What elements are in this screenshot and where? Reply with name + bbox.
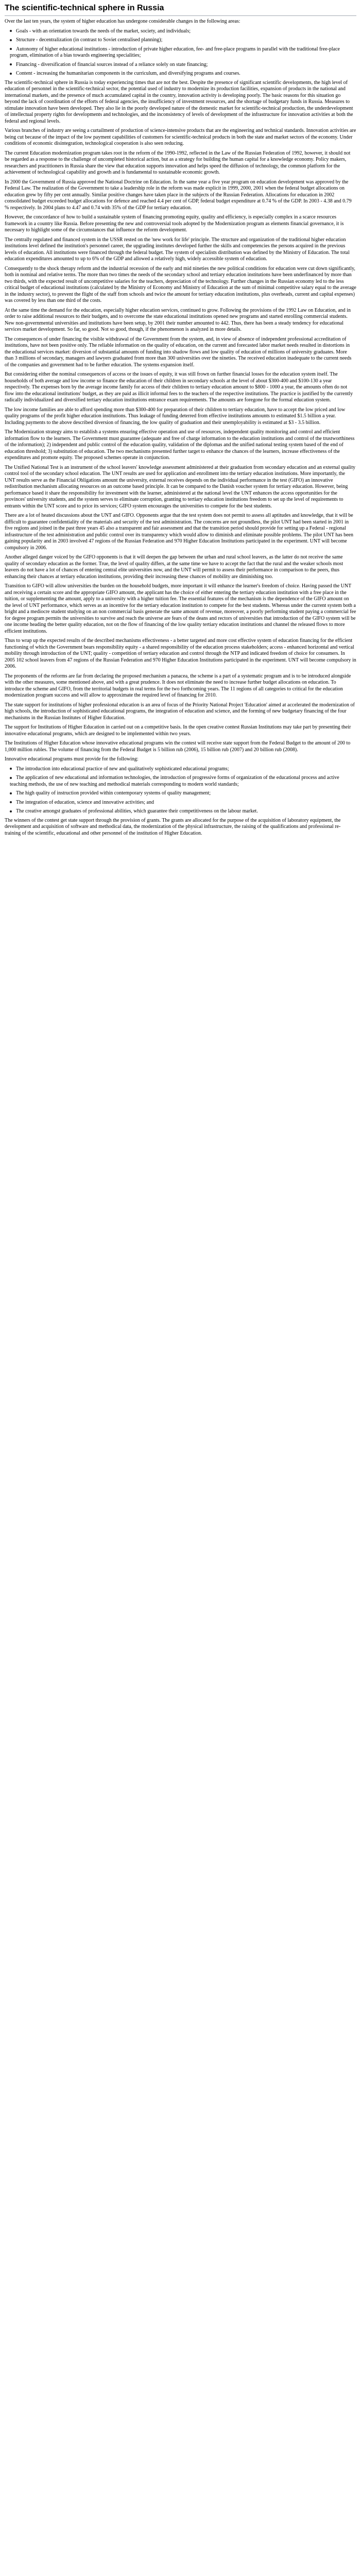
program-requirements-list [5,766,356,815]
body-paragraph: Thus to wrap up the expected results of the described mechanisms effectiveness - a better targeted and more cost effective system of education financing for the efficient functioning of which the Government bears responsibility equity - a shared responsibility of the education process stakeholders; access - enhanced horizontal and vertical mobility through introduction of the UNT; quality - competition of tertiary education and control through the NTP and indicated freedom of choice for consumers. In 2005 102 school leavers from 47 regions of the Russian Federation and 970 Higher Education Institutions participated in the experiment. UNT will become compulsory in 2006. [5,638,356,669]
article-body [5,80,356,763]
title-divider [5,15,356,16]
list-item: The application of new educational and information technologies, the introduction of progressive forms of organization of the educational process and active teaching methods, the use of new teaching and methodical materials corresponding to modern world standards; [10,775,356,788]
body-paragraph: The low income families are able to afford spending more than $300-400 for preparation of their children to tertiary education, have to accept the low priced and low quality programs of the profit higher education institutions. Thus leakage of funding deterred from effective institutions amounts to estimated $1.5 billion a year. Including payments to the above described diversion of financing, the low quality of graduation and their unemployability is estimated at $3 - 3.5 billion. [5,406,346,426]
body-paragraph: Transition to GIFO will allow universities the burden on the household budgets, more important it will enhance the learner's freedom of choice. Having passed the UNT and receiving a certain score and the appropriate GIFO amount, the applicant has the choice of either entering the tertiary education institution with a free place in the tuition, or supplementing the amount, apply to a university with a higher tuition fee. The essential features of the mechanism is the dependence of the GIFO amount on the level of UNT performance, which serves as an incentive for the tertiary education institution to compete for the best students. Whereas under the current system both a bright and a mediocre student studying on an non commercial basis generate the same amount of revenue, moreover, a poorly performing student paying a commercial fee for degree program permits the universities to survive and reach the universe are fears of the deans and rectors of universities that introduction of the GIFO system will be one income heading the better quality education, not on the flow of financing of the low quality tertiary education institutions and channel the released flows to more efficient institutions. [5,583,356,634]
list-item: Financing - diversification of financial sources instead of a reliance solely on state financing; [10,62,356,69]
page-title: The scientific-technical sphere in Russia [5,4,164,12]
body-paragraph: Innovative educational programs must provide for the following: [5,756,139,762]
list-item: Structure - decentralization (in contrast to Soviet centralised planning); [10,37,356,44]
body-paragraph: But considering either the nominal consequences of access or the issues of equity, it was still frown on further financial losses for the education system itself. The households of both average and low income so finance the education of their children in secondary schools at the level of about $300-400 and $100-130 a year respectively. The expenses born by the average income family for access of their children to tertiary education amount to $800 - 1000 a year, the amounts often do not flow into the educational institutions' budget, as they are paid as illicit informal fees to the teachers of the respective institutions. The practice is justified by the currently radically individualized and diversified tertiary education institutions entrance exam requirements. The amounts are foregone for the formal education system. [5,371,353,403]
body-paragraph: The support for Institutions of Higher Education in carried out on a competitive basis. In the open creative contest Russian Institutions may take part by presenting their innovative educational programs, which are designed to be implemented within two years. [5,724,351,737]
body-paragraph: However, the concordance of how to build a sustainable system of financing promoting equity, quality and efficiency, is especially complex in a scarce resources framework in a country like Russia. Before presenting the new and controversial tools adopted by the Modernization program as elements financial governance, it is necessary to highlight some of the circumstances that influence the reform development. [5,214,344,233]
body-paragraph: The scientific-technical sphere in Russia is today experiencing times that are not the best. Despite the presence of significant scientific developments, the high level of education of personnel in the scientific-technical sector, the potential used of industry to modernize its production facilities, expansion of products in the national and international markets, and the presence of much accumulated capital in the country, innovation activity is developing poorly. The basic reasons for this situation go beyond the lack of coordination of the efforts of federal agencies, the insufficiency of investment resources, and the shortage of budgetary funds in Russia. Measures to stimulate innovation have been developed. They also lie in the poorly developed nature of the domestic market for scientific-technical production, the underdevelopment of intellectual property rights for developments and technologies, and the inconsistency of levels of development of the infrastructure for innovation activities at both the federal and regional levels. [5,79,353,124]
body-paragraph: Consequently to the shock therapy reform and the industrial recession of the early and mid nineties the new political conditions for education were cut down significantly, both in nominal and relative terms. The more than two times the needs of the secondary school and tertiary education institutions have been underfinanced by more than two thirds, with the expected result of uncompetitive salaries for the teachers, depreciation of the technology. Further changes in the Russian economy led to the less critical budget of educational institutions (calculated by the Ministry of Economy and Ministry of Education at the sum of minimal competitive salary equal to the average in the industry sector), to prevent the flight of the staff from schools and twice the amount for tertiary education institutions, plus overheads, current and capital expenses) was covered by less than one third of the costs. [5,265,356,303]
body-paragraph: Another alleged danger voiced by the GIFO opponents is that it will deepen the gap between the urban and rural school leavers, as the latter do not receive the same quality of secondary education as the former. True, the level of quality differs, at the same time we have to accept the fact that the rural and the weaker schools most leavers do not have a lot of chances of entering central elite universities now, and the UNT will permit to assess their performance in comparison to the peers, thus enhancing their chances at tertiary education institutions, providing their increasing these chances of mobility are diminishing too. [5,554,343,580]
list-item: Content - increasing the humanitarian components in the curriculum, and diversifying programs and courses. [10,71,356,77]
body-paragraph: The Modernization strategy aims to establish a systems ensuring effective operation and use of resources, independent quality monitoring and control and efficient information flow to the learners. The Government must guarantee (adequate and free of charge information to the education institutions and control of the trustworthiness of the information); 2) independent and public control of the education quality, validation of the diplomas and the unified national testing system based of the end of education threshold; 3) substitution of education. The two mechanisms presented further target to enhance the chances of the learners, increase effectiveness of the expenditures and promote equity. The proposed schemes operate in conjunction. [5,429,355,461]
body-paragraph: The centrally regulated and financed system in the USSR rested on the 'new work for life' principle. The structure and organization of the traditional higher education institutions level defined the institution's personnel career, the upgrading institutes developed further the skills and competencies the persons acquired in the previous levels of education. All institutions were financed through the federal budget. The system of specialists distribution was defined by the Ministry of Education. The total education expenditures amounted to up to 6% of the GDP and allowed a relatively high, widely accessible system of education. [5,236,350,262]
list-item: Goals - with an orientation towards the needs of the market, society, and individuals; [10,28,356,35]
closing-paragraph: The winners of the contest get state support through the provision of grants. The grants are allocated for the purpose of the acquisition of laboratory equipment, the development and acquisition of software and methodical data, the modernization of the physical infrastructure, the raising of the qualifications and professional re-training of the scientific, educational and other personnel of the institution of Higher Education. [5,817,341,836]
list-item: The creative amongst graduates of professional abilities, which guarantee their competitiveness on the labour market. [10,808,356,815]
intro-paragraph: Over the last ten years, the system of higher education has undergone considerable changes in the following areas: [5,19,240,24]
reform-areas-list [5,28,356,77]
list-item: The introduction into educational practice of new and qualitatively sophisticated educational programs; [10,766,356,773]
body-paragraph: The consequences of under financing the visible withdrawal of the Government from the system, and, in view of absence of independent professional accreditation of institutions, have not been positive only. The reliable information on the quality of education, on the current and forecasted labor market needs resulted in distortions in the educational services market: diversion of substantial amounts of funding into shadow flows and low quality of education of millions of university graduates. More than 3 millions of secondary, managers and lawyers graduated from more than 300 universities over the nineties. The received education inadequate to the current needs of the companies and government had to be further education. The systems expansion itself. [5,336,352,368]
body-paragraph: Various branches of industry are seeing a curtailment of production of science-intensive products that are the engineering and technical standards. Innovation activities are being cut because of the impact of the low payment capabilities of customers for scientific-technical products in both the state and market sectors of the economy. Under conditions of economic disintegration, technological cooperation is also seen reducing. [5,128,356,146]
list-item: The integration of education, science and innovative activities; and [10,800,356,806]
document-page [0,0,361,837]
list-item: The high quality of instruction provided within contemporary systems of quality management; [10,790,356,797]
body-paragraph: At the same time the demand for the education, especially higher education services, continued to grow. Following the provisions of the 1992 Law on Education, and in order to raise additional resources to their budgets, and to overcome the state educational institutions opened new programs and started enrolling commercial students. New non-governmental universities and institutions have been setup, by 2001 their number amounted to 442. Thus, there has been a steady tendency for educational services market development. So far, so good. Not so good, though, if the phenomenon is analyzed in more details. [5,307,351,332]
body-paragraph: The state support for institutions of higher professional education is an area of focus of the Priority National Project 'Education' aimed at accelerated the modernization of high schools, the introduction of sophisticated educational programs, the integration of education and science, and the forming of new budgetary financing of the four mechanisms in the Russian Institutes of Higher Education. [5,702,355,721]
body-paragraph: The proponents of the reforms are far from declaring the proposed mechanism a panacea, the scheme is a part of a systematic program and is to be introduced alongside with the other measures, some mentioned above, and with a great prudence. It does not eliminate the need to increase further budget allocations on education. To introduce the scheme and GIFO, from the territorial budgets in real terms for the two forthcoming years. The 11 regions of all categories to critical for the education modernization program success and will allow to approximate the required level of financing for 2010. [5,673,351,698]
body-paragraph: In 2000 the Government of Russia approved the National Doctrine on Education. In the same year a five year program on education development was approved by the Federal Law. The realization of the Government to take a leadership role in the reform was made explicit in 1999, 2000, 2001 when the federal budget allocations on education grew by fifty per cent annually. Similar positive changes have taken place in the subjects of the Russian Federation. Allocations for education in 2002 consolidated budget exceeded budget allocations for defence and reached 4.4 per cent of GDP, federal budget expenditure at 0.74 % of the GDP. In 2003 - 4.38 and 0.79 % respectively. In 2004 plans to 4.47 and 0.74 with 35% of the GDP for tertiary education. [5,179,352,211]
body-paragraph: There are a lot of heated discussions about the UNT and GIFO. Opponents argue that the test system does not permit to assess all aptitudes and knowledge, that it will be difficult to guarantee confidentiality of the materials and security of the test administration. The concerns are not groundless, the pilot UNT had been started in 2001 in five regions and joined in the past three years 45 also a transparent and fair assessment and that the transition period should provide for setting up a Federal - regional infrastructure of the test administration and public control over its transparency which would allow to diminish and eliminate possible problems. The pilot UNT has been gaining popularity and in 2003 involved 47 regions of the Russian Federation and 970 Higher Education Institutions participated in the experiment. UNT will become compulsory in 2006. [5,513,353,551]
body-paragraph: The current Education modernization program takes root in the reform of the 1990-1992, reflected in the Law of the Russian Federation of 1992, however, it should not be regarded as a response to the challenge of uncompleted historical action, but as a strategy for building the human capital for a knowledge economy. Policy makers, researchers and practitioners in Russia share the view that education supports innovation and helps speed the diffusion of technology, the common platform for the achievement of technological capability and growth and is fundamental to sustainable economic growth. [5,150,351,175]
body-paragraph: The Institutions of Higher Education whose innovative educational programs win the contest will receive state support from the Federal Budget to the amount of 200 to 1,000 million rubles. The volume of financing from the Federal Budget is 5 billion rub (2006), 15 billion rub (2007) and 20 billion rub (2008). [5,740,351,753]
body-paragraph: The Unified National Test is an instrument of the school leavers' knowledge assessment administered at their graduation from secondary education and an external quality control tool of the secondary school education. The UNT results are used for application and enrollment into the tertiary education institutions. More importantly, the UNT results serve as the Financial Obligations amount the university, external receives depends on the individual performance in the test (GIFO) an innovative redistribution mechanism allocating resources on an outcome based principle. It can be compared to the Danish voucher system for tertiary education. However, being performance based it share the responsibility for investment with the learner, administered at the national level the UNT enhances the access opportunities for the provinces' university students, and the system serves to eliminate corruption, granting to tertiary education institutions freedom to set up the level of requirements to entrants within the UNT score and to price its services; GIFO system encourages the universities to compete for the best students. [5,464,355,509]
list-item: Autonomy of higher educational institutions - introduction of private higher education, fee- and free-place programs in parallel with the traditional free-place program, elimination of a bias towards engineering specialities; [10,46,356,59]
